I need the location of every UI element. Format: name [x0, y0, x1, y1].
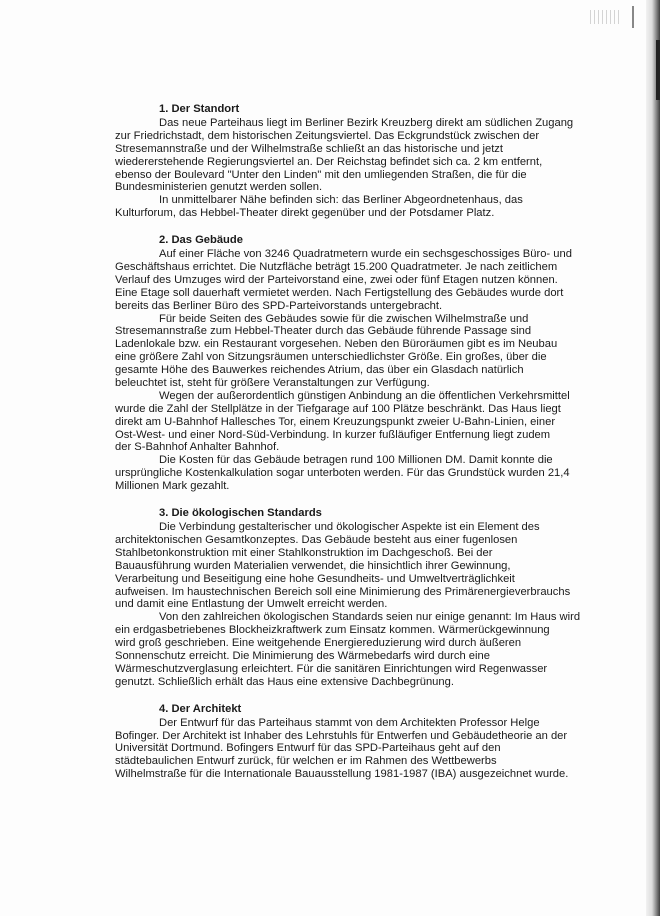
text-line: der S-Bahnhof Anhalter Bahnhof.: [115, 441, 280, 454]
text-line: Verlauf des Umzuges wird der Parteivorstand eine, zwei oder fünf Etagen nutzen können.: [115, 273, 558, 286]
text-line: Von den zahlreichen ökologischen Standards seien nur einige genannt: Im Haus wird: [159, 611, 581, 624]
scan-speck: [632, 6, 640, 28]
text-line: Wilhelmstraße für die Internationale Bauausstellung 1981-1987 (IBA) ausgezeichnet wurde.: [115, 768, 569, 781]
text-line: städtebaulichen Entwurf zurück, für welchen er im Rahmen des Wettbewerbs: [115, 755, 497, 768]
text-line: Eine Etage soll dauerhaft vermietet werden. Nach Fertigstellung des Gebäudes wurde dort: [115, 286, 564, 299]
text-line: Die Kosten für das Gebäude betragen rund 100 Millionen DM. Damit konnte die: [159, 454, 553, 467]
text-line: genutzt. Schließlich erhält das Haus eine extensive Dachbegrünung.: [115, 675, 454, 688]
scan-noise: [590, 10, 620, 24]
section: [115, 231, 635, 493]
text-line: Stahlbetonkonstruktion mit einer Stahlkonstruktion im Dachgeschoß. Bei der: [115, 546, 493, 559]
section: [115, 700, 635, 781]
text-line: Für beide Seiten des Gebäudes sowie für die zwischen Wilhelmstraße und: [159, 312, 529, 325]
scan-edge-shadow: [646, 0, 660, 916]
text-line: Die Verbindung gestalterischer und ökologischer Aspekte ist ein Element des: [159, 521, 540, 534]
text-line: In unmittelbarer Nähe befinden sich: das Berliner Abgeordnetenhaus, das: [159, 194, 523, 207]
text-line: wiedererstehende Regierungsviertel an. Der Reichstag befindet sich ca. 2 km entfernt,: [115, 155, 543, 168]
text-line: Bauausführung wurden Materialien verwendet, die hinsichtlich ihrer Gewinnung,: [115, 559, 511, 572]
section: [115, 100, 635, 220]
text-line: ebenso der Boulevard "Unter den Linden" mit den umliegenden Straßen, die für die: [115, 168, 527, 181]
text-line: Wegen der außerordentlich günstigen Anbindung an die öffentlichen Verkehrsmittel: [159, 389, 570, 402]
text-line: Universität Dortmund. Bofingers Entwurf für das SPD-Parteihaus geht auf den: [115, 742, 501, 755]
text-line: ein erdgasbetriebenes Blockheizkraftwerk zum Einsatz kommen. Wärmerückgewinnung: [115, 624, 550, 637]
section-heading: 4. Der Architekt: [159, 702, 242, 715]
section-heading: 3. Die ökologischen Standards: [159, 507, 322, 520]
section-heading: 2. Das Gebäude: [159, 234, 243, 247]
text-line: bereits das Berliner Büro des SPD-Parteivorstands untergebracht.: [115, 299, 443, 312]
text-line: eine größere Zahl von Sitzungsräumen unterschiedlichster Größe. Ein großes, über die: [115, 351, 547, 364]
text-line: direkt am U-Bahnhof Hallesches Tor, einem Kreuzungspunkt zweier U-Bahn-Linien, einer: [115, 415, 556, 428]
scan-edge-mark: [656, 40, 660, 100]
text-line: ursprüngliche Kostenkalkulation sogar unterboten werden. Für das Grundstück wurden 21,4: [115, 467, 570, 480]
text-line: gesamte Höhe des Bauwerkes reichendes Atrium, das über ein Glasdach natürlich: [115, 364, 524, 377]
text-line: Das neue Parteihaus liegt im Berliner Bezirk Kreuzberg direkt am südlichen Zugang: [159, 117, 574, 129]
text-line: Sonnenschutz erreicht. Die Minimierung des Wärmebedarfs wird durch eine: [115, 649, 490, 662]
text-line: aufweisen. Im haustechnischen Bereich soll eine Minimierung des Primärenergieverbrauchs: [115, 585, 571, 598]
section-heading: 1. Der Standort: [159, 103, 240, 115]
text-line: Millionen Mark gezahlt.: [115, 480, 230, 493]
text-line: Ost-West- und einer Nord-Süd-Verbindung. In kurzer fußläufiger Entfernung liegt zudem: [115, 428, 551, 441]
text-line: Geschäftshaus errichtet. Die Nutzfläche beträgt 15.200 Quadratmeter. Je nach zeitlichem: [115, 261, 558, 274]
text-line: Bofinger. Der Architekt ist Inhaber des Lehrstuhls für Entwerfen und Gebäudetheorie an der: [115, 729, 568, 742]
text-line: Ladenlokale bzw. ein Restaurant vorgesehen. Neben den Büroräumen gibt es im Neubau: [115, 338, 558, 351]
text-line: architektonischen Gesamtkonzeptes. Das Gebäude besteht aus einer fugenlosen: [115, 533, 518, 546]
text-line: beleuchtet ist, steht für größere Veranstaltungen zur Verfügung.: [115, 377, 430, 390]
text-line: wird groß geschrieben. Eine weitgehende Energiereduzierung wird durch äußeren: [115, 637, 522, 650]
section: [115, 504, 635, 689]
text-line: Kulturforum, das Hebbel-Theater direkt gegenüber und der Potsdamer Platz.: [115, 207, 495, 220]
text-line: Stresemannstraße zum Hebbel-Theater durch das Gebäude führende Passage sind: [115, 325, 532, 338]
text-line: Wärmeschutzverglasung erleichtert. Für die sanitären Einrichtungen wird Regenwasser: [115, 662, 548, 675]
text-line: Stresemannstraße und der Wilhelmstraße schließt an das historische und jetzt: [115, 142, 504, 155]
text-line: Der Entwurf für das Parteihaus stammt von dem Architekten Professor Helge: [159, 716, 540, 729]
text-line: Bundesministerien genutzt werden sollen.: [115, 181, 323, 194]
document-body: [115, 100, 635, 781]
text-line: zur Friedrichstadt, dem historischen Zeitungsviertel. Das Eckgrundstück zwischen der: [115, 129, 540, 142]
text-line: Auf einer Fläche von 3246 Quadratmetern wurde ein sechsgeschossiges Büro- und: [159, 248, 572, 261]
text-line: und damit eine Entlastung der Umwelt erreicht werden.: [115, 598, 388, 611]
text-line: Verarbeitung und Beseitigung eine hohe Gesundheits- und Umweltverträglichkeit: [115, 572, 515, 585]
text-line: wurde die Zahl der Stellplätze in der Tiefgarage auf 100 Plätze beschränkt. Das Haus liegt: [115, 402, 561, 415]
